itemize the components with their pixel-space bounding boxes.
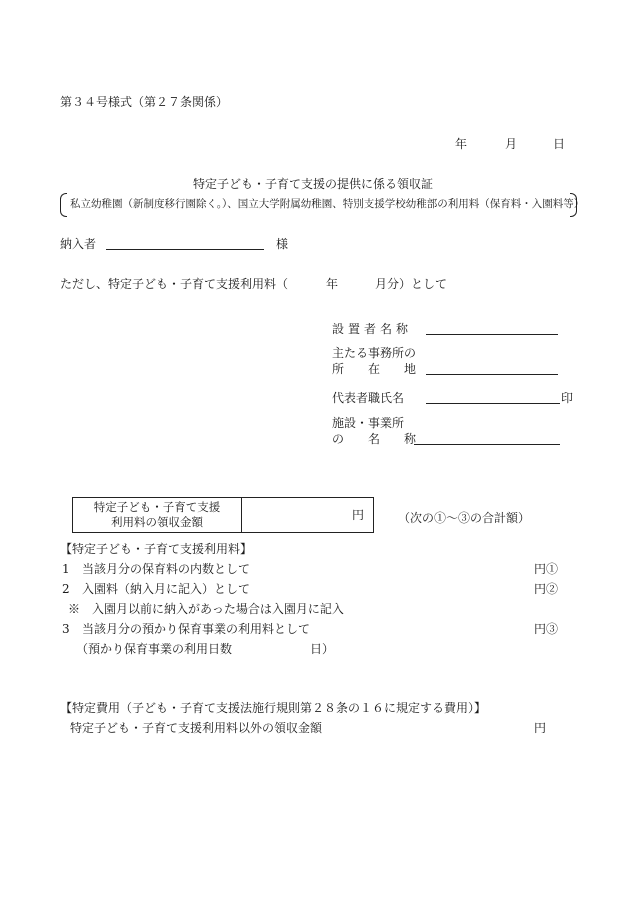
page-title: 特定子ども・子育て支援の提供に係る領収証 [193, 177, 434, 191]
days-suffix: 日） [310, 642, 335, 656]
subtitle: 私立幼稚園（新制度移行園除く。）、国立大学附属幼稚園、特別支援学校幼稚部の利用料（保育料・入園料等） [70, 198, 585, 210]
facility-label-1: 施設・事業所 [332, 416, 405, 430]
fee-item-2-num: 2 [62, 582, 70, 596]
fees-heading: 【特定子ども・子育て支援利用料】 [60, 542, 253, 556]
founder-field[interactable] [426, 334, 558, 335]
fee-item-2-unit: 円② [534, 582, 559, 596]
days-prefix: （預かり保育事業の利用日数 [76, 642, 233, 656]
date-year: 年 [455, 137, 468, 151]
total-note: （次の①～③の合計額） [398, 511, 531, 525]
total-amount-box [72, 497, 374, 533]
office-label-1: 主たる事務所の [332, 346, 417, 360]
fee-item-3-unit: 円③ [534, 622, 559, 636]
fee-item-1-num: 1 [62, 562, 70, 576]
office-label-2: 所 在 地 [332, 362, 417, 376]
total-amount-field[interactable] [242, 498, 373, 532]
total-label-line2: 利用料の領収金額 [111, 515, 203, 529]
founder-label: 設置者名称 [332, 322, 413, 336]
representative-field[interactable] [426, 403, 560, 404]
fee-item-3-label: 当該月分の預かり保育事業の利用料として [82, 622, 311, 636]
purpose-year: 年 [326, 277, 339, 291]
payer-suffix: 様 [276, 237, 289, 251]
total-label-line1: 特定子ども・子育て支援 [93, 500, 221, 514]
facility-label-2: の 名 称 [332, 432, 417, 446]
fee-item-2-label: 入園料（納入月に記入）として [82, 582, 251, 596]
purpose-month: 月分）として [375, 277, 448, 291]
fee-item-1-unit: 円① [534, 562, 559, 576]
facility-field[interactable] [414, 444, 560, 445]
seal-mark: 印 [561, 391, 574, 405]
fee-item-1-label: 当該月分の保育料の内数として [82, 562, 251, 576]
special-line: 特定子ども・子育て支援利用料以外の領収金額 [70, 721, 323, 735]
fee-note: ※ 入園月以前に納入があった場合は入園月に記入 [68, 602, 344, 616]
subtitle-left-bracket [60, 193, 67, 217]
date-day: 日 [553, 137, 566, 151]
date-month: 月 [505, 137, 518, 151]
special-heading: 【特定費用（子ども・子育て支援法施行規則第２８条の１６に規定する費用）】 [60, 701, 487, 715]
total-amount-label [73, 498, 242, 532]
representative-label: 代表者職氏名 [332, 391, 405, 405]
form-number: 第３４号様式（第２７条関係） [60, 95, 229, 109]
office-field[interactable] [426, 374, 558, 375]
subtitle-right-bracket [570, 193, 577, 217]
payer-name-field[interactable] [106, 249, 264, 250]
payer-label: 納入者 [60, 237, 97, 251]
fee-item-3-num: 3 [62, 622, 70, 636]
total-unit: 円 [352, 508, 365, 522]
purpose-prefix: ただし、特定子ども・子育て支援利用料（ [60, 277, 289, 291]
special-unit: 円 [534, 721, 547, 735]
